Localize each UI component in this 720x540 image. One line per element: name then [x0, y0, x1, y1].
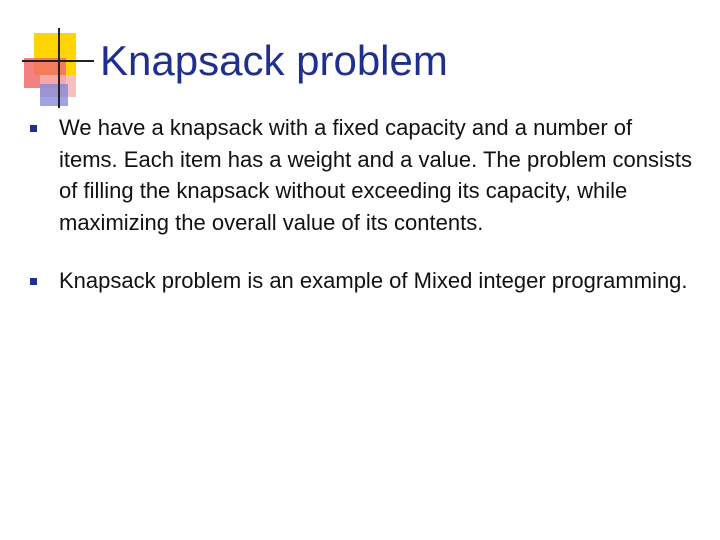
- bullet-item: [24, 265, 694, 297]
- logo-blue-square: [40, 84, 68, 106]
- bullet-text: Knapsack problem is an example of Mixed integer programming.: [59, 268, 688, 293]
- bullet-text: We have a knapsack with a fixed capacity and a number of items. Each item has a weight and a value. The problem consists of filling the knapsack without exceeding its capacity, while maximizing the overall value of its contents.: [59, 115, 693, 235]
- bullet-list: [24, 112, 694, 324]
- square-bullet-icon: [30, 278, 37, 285]
- bullet-item: [24, 112, 694, 238]
- slide-title: Knapsack problem: [100, 37, 448, 84]
- logo-horizontal-line: [22, 60, 94, 62]
- square-bullet-icon: [30, 125, 37, 132]
- logo-vertical-line: [58, 28, 60, 108]
